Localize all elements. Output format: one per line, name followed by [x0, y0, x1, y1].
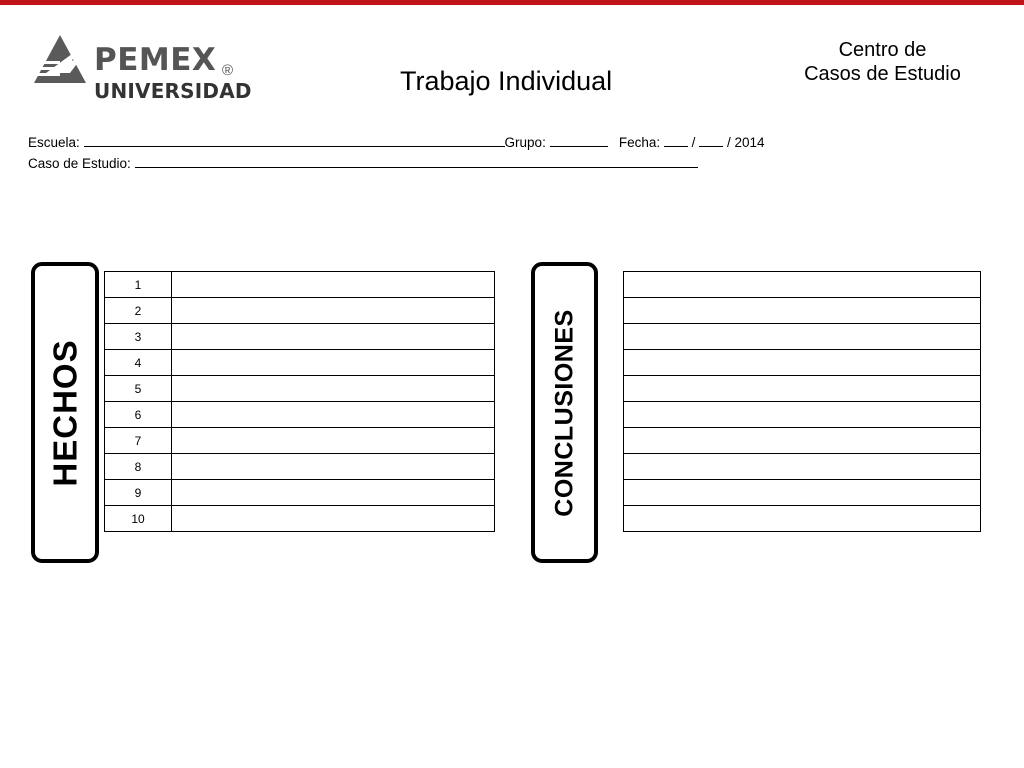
fecha-year: 2014	[734, 135, 765, 150]
hechos-row-number: 8	[105, 454, 172, 480]
page-title: Trabajo Individual	[400, 66, 613, 96]
hechos-row-number: 10	[105, 506, 172, 532]
hechos-entry-cell[interactable]	[172, 376, 495, 402]
conclusiones-row	[624, 480, 981, 506]
hechos-row	[105, 272, 495, 298]
hechos-entry-cell[interactable]	[172, 402, 495, 428]
hechos-row	[105, 402, 495, 428]
conclusiones-entry-cell[interactable]	[624, 480, 981, 506]
conclusiones-entry-cell[interactable]	[624, 376, 981, 402]
hechos-entry-cell[interactable]	[172, 298, 495, 324]
hechos-row-number: 1	[105, 272, 172, 298]
hechos-entry-cell[interactable]	[172, 272, 495, 298]
hechos-entry-cell[interactable]	[172, 506, 495, 532]
hechos-row-number: 2	[105, 298, 172, 324]
conclusiones-row	[624, 350, 981, 376]
conclusiones-table	[623, 271, 981, 532]
conclusiones-entry-cell[interactable]	[624, 324, 981, 350]
hechos-row	[105, 324, 495, 350]
conclusiones-row	[624, 376, 981, 402]
form-line-escuela	[28, 135, 765, 150]
hechos-entry-cell[interactable]	[172, 324, 495, 350]
hechos-row-number: 4	[105, 350, 172, 376]
hechos-row-number: 6	[105, 402, 172, 428]
hechos-row	[105, 506, 495, 532]
fecha-month-blank[interactable]	[699, 135, 723, 147]
conclusiones-row	[624, 324, 981, 350]
hechos-entry-cell[interactable]	[172, 454, 495, 480]
hechos-header-box	[31, 262, 99, 563]
logo-brand-text: PEMEX	[94, 42, 217, 78]
hechos-row	[105, 454, 495, 480]
conclusiones-entry-cell[interactable]	[624, 506, 981, 532]
hechos-entry-cell[interactable]	[172, 428, 495, 454]
hechos-row	[105, 428, 495, 454]
hechos-row-number: 7	[105, 428, 172, 454]
centro-line-2: Casos de Estudio	[804, 63, 961, 85]
pemex-eagle-icon	[32, 33, 90, 89]
conclusiones-entry-cell[interactable]	[624, 272, 981, 298]
hechos-row-number: 3	[105, 324, 172, 350]
logo-subtitle: UNIVERSIDAD	[94, 79, 252, 103]
centro-line-1: Centro de	[838, 39, 927, 61]
conclusiones-row	[624, 298, 981, 324]
grupo-blank[interactable]	[550, 135, 608, 147]
escuela-blank[interactable]	[84, 135, 505, 147]
hechos-row	[105, 376, 495, 402]
hechos-row-number: 9	[105, 480, 172, 506]
hechos-row	[105, 350, 495, 376]
conclusiones-entry-cell[interactable]	[624, 402, 981, 428]
fecha-day-blank[interactable]	[664, 135, 688, 147]
conclusiones-entry-cell[interactable]	[624, 428, 981, 454]
fecha-slash-1: /	[691, 135, 696, 150]
caso-label: Caso de Estudio:	[28, 156, 131, 171]
pemex-universidad-logo	[32, 33, 252, 105]
conclusiones-entry-cell[interactable]	[624, 454, 981, 480]
fecha-label: Fecha:	[618, 135, 661, 150]
centro-heading	[780, 38, 985, 86]
hechos-row	[105, 298, 495, 324]
conclusiones-row	[624, 272, 981, 298]
conclusiones-row	[624, 402, 981, 428]
hechos-entry-cell[interactable]	[172, 350, 495, 376]
conclusiones-entry-cell[interactable]	[624, 350, 981, 376]
conclusiones-entry-cell[interactable]	[624, 298, 981, 324]
conclusiones-row	[624, 428, 981, 454]
caso-blank[interactable]	[135, 156, 698, 168]
conclusiones-row	[624, 506, 981, 532]
conclusiones-header-box	[531, 262, 598, 563]
form-line-caso	[28, 156, 698, 171]
hechos-table	[104, 271, 495, 532]
conclusiones-label: CONCLUSIONES	[550, 308, 578, 517]
hechos-row-number: 5	[105, 376, 172, 402]
fecha-slash-2: /	[726, 135, 731, 150]
grupo-label: Grupo:	[504, 135, 546, 150]
registered-mark: ®	[222, 62, 234, 79]
top-accent-bar	[0, 0, 1024, 5]
hechos-entry-cell[interactable]	[172, 480, 495, 506]
hechos-row	[105, 480, 495, 506]
escuela-label: Escuela:	[28, 135, 80, 150]
conclusiones-row	[624, 454, 981, 480]
hechos-label: HECHOS	[46, 338, 84, 487]
